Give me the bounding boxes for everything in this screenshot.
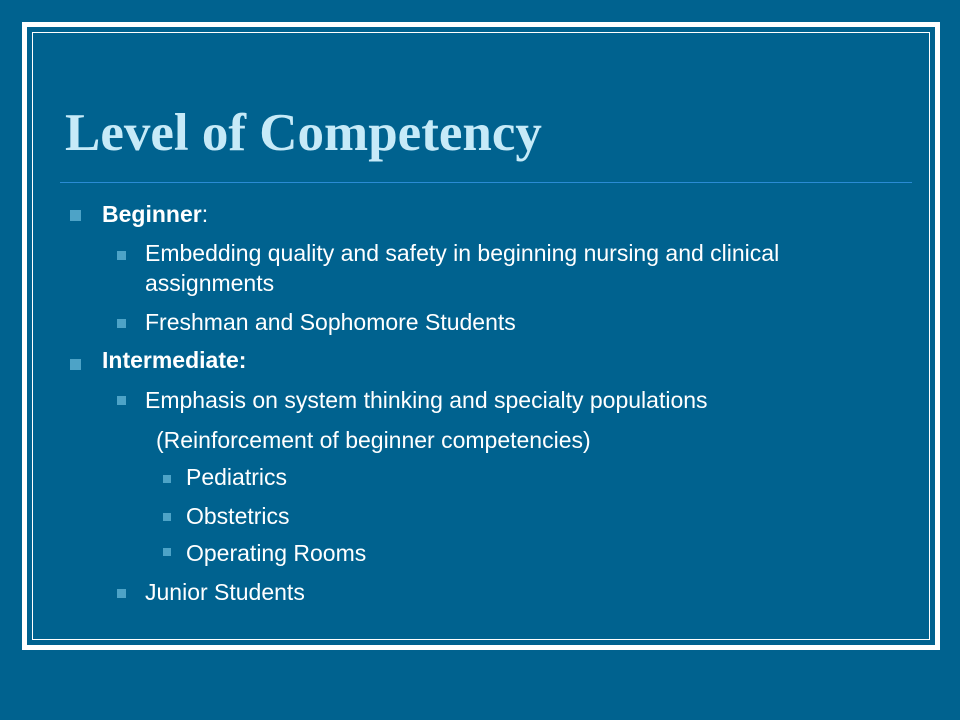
sub-list-item: Obstetrics bbox=[186, 503, 290, 529]
sub-list-item: Pediatrics bbox=[186, 464, 287, 490]
list-item: Emphasis on system thinking and specialty populations bbox=[145, 387, 708, 413]
square-bullet-icon bbox=[117, 251, 126, 260]
list-item: Junior Students bbox=[145, 579, 305, 605]
list-item: Freshman and Sophomore Students bbox=[145, 309, 516, 335]
sub-list-item: Operating Rooms bbox=[186, 540, 367, 566]
square-bullet-icon bbox=[117, 589, 126, 598]
section-heading-intermediate: Intermediate: bbox=[102, 347, 247, 373]
list-item: Embedding quality and safety in beginning nursing and clinical assignments bbox=[145, 240, 780, 296]
square-bullet-icon bbox=[117, 319, 126, 328]
section-heading-label: Beginner bbox=[102, 201, 202, 227]
square-bullet-icon bbox=[70, 359, 81, 370]
slide-title: Level of Competency bbox=[65, 104, 542, 162]
square-bullet-icon bbox=[70, 210, 81, 221]
section-heading-beginner bbox=[102, 199, 208, 229]
square-bullet-icon bbox=[163, 513, 171, 521]
square-bullet-icon bbox=[163, 548, 171, 556]
note-text: (Reinforcement of beginner competencies) bbox=[156, 427, 591, 453]
square-bullet-icon bbox=[163, 475, 171, 483]
section-heading-suffix: : bbox=[201, 201, 209, 227]
square-bullet-icon bbox=[117, 396, 126, 405]
